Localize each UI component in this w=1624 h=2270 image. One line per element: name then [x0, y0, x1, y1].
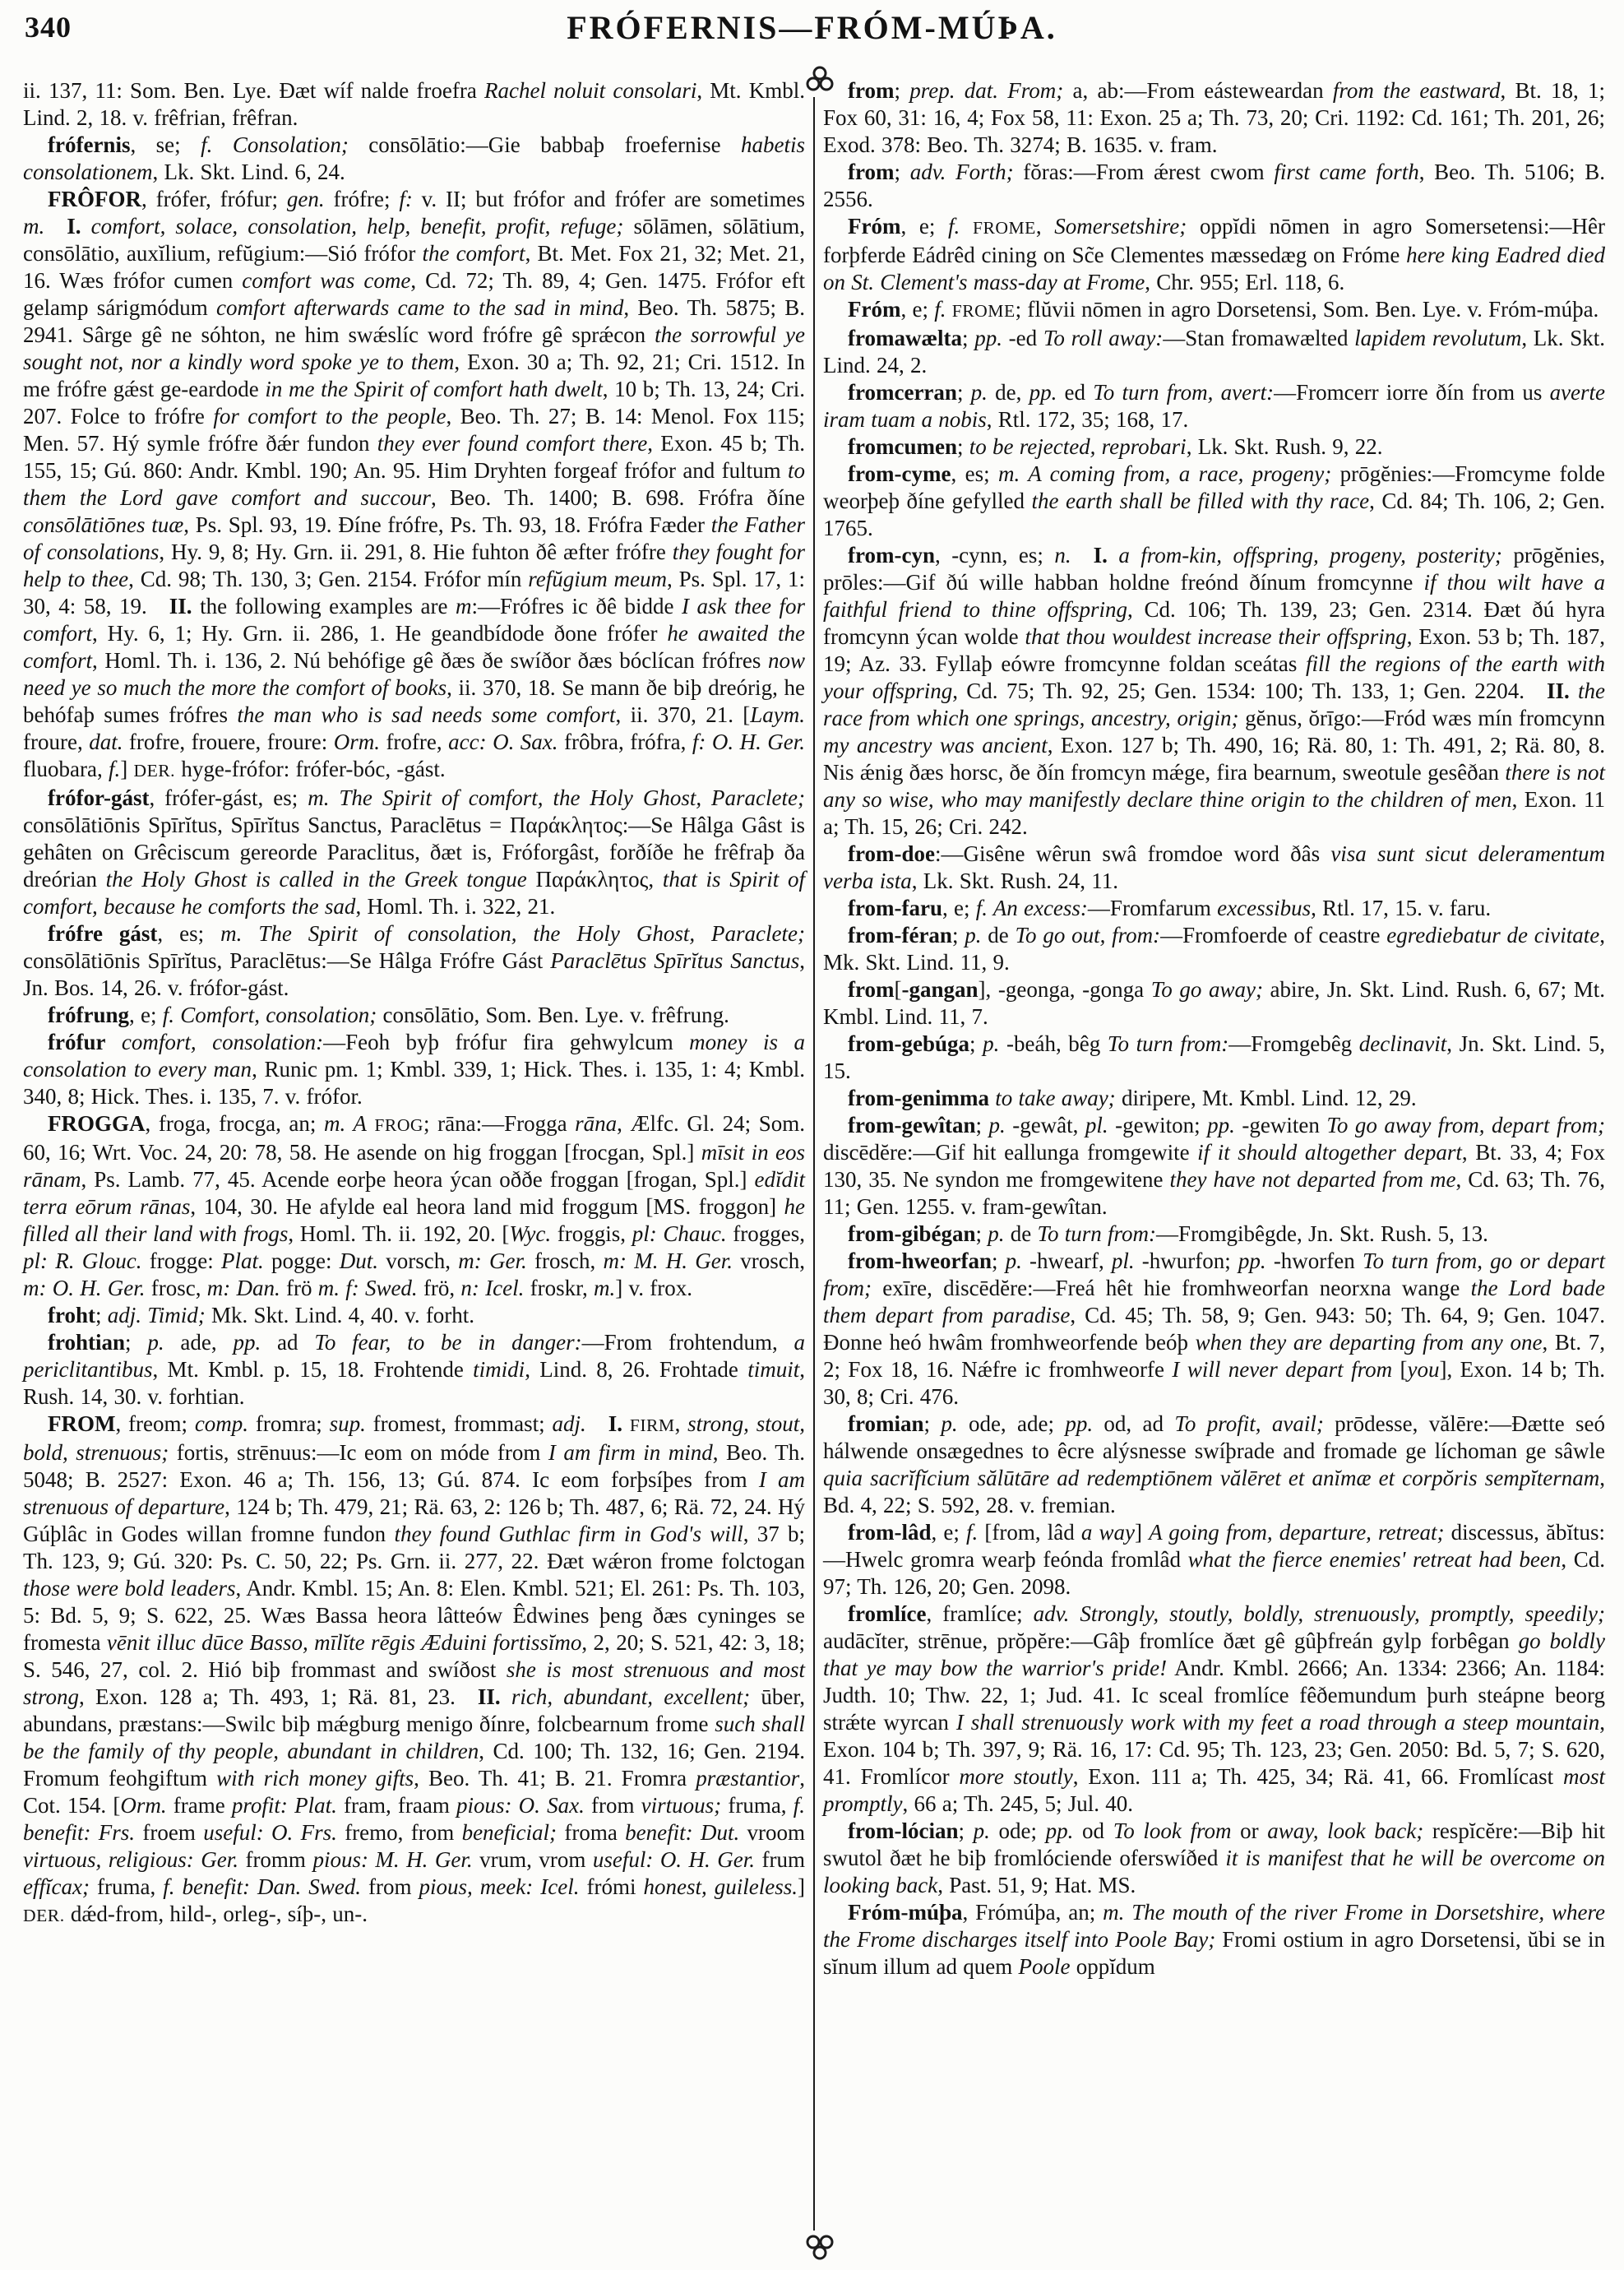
entry-paragraph: FROGGA, froga, frocga, an; m. A FROG; rāna:—Frogga rāna, Ælfc. Gl. 24; Som. 60, 16; Wrt. Voc. 24, 20: 78, 58. He asende on hig froggan [frocgan, Spl.] mīsit in eos rānam, Ps. Lamb. 77, 45. Acende eorþe heora ýcan oððe froggan [frogan, Spl.] edĭdit terra eōrum rānas, 104, 30. He afylde eal heora land mid froggum [MS. froggon] he filled all their land with frogs, Homl. Th. ii. 192, 20. [Wyc. froggis, pl: Chauc. frogges, pl: R. Glouc. frogge: Plat. pogge: Dut. vorsch, m: Ger. frosch, m: M. H. Ger. vrosch, m: O. H. Ger. frosc, m: Dan. frö m. f: Swed. frö, n: Icel. froskr, m.] v. frox.: [23, 1111, 806, 1300]
entry-paragraph: fromlíce, framlíce; adv. Strongly, stoutly, boldly, strenuously, promptly, speedily; audācĭter, strēnue, prŏpĕre:—Gâþ fromlíce ðæt gê gûþfreán gylp forbêgan go boldly that ye may bow the warrior's pride! Andr. Kmbl. 2666; An. 1334: 2366; An. 1184: Judth. 10; Thw. 22, 1; Jud. 41. Ic sceal fromlíce fêðemundum þurh steápne beorg strǽte wyrcan I shall strenuously work with my feet a road through a steep mountain, Exon. 104 b; Th. 397, 9; Rä. 16, 17: Cd. 95; Th. 123, 23; Gen. 2050: Bd. 5, 7; S. 620, 41. Fromlícor more stoutly, Exon. 111 a; Th. 425, 34; Rä. 41, 66. Fromlícast most promptly, 66 a; Th. 245, 5; Jul. 40.: [823, 1601, 1605, 1816]
entry-paragraph: frófernis, se; f. Consolation; consōlātio:—Gie babbaþ froefernise habetis consolationem, Lk. Skt. Lind. 6, 24.: [23, 132, 806, 184]
entry-paragraph: Fróm, e; f. FROME; flŭvii nōmen in agro Dorsetensi, Som. Ben. Lye. v. Fróm-múþa.: [848, 297, 1599, 322]
entry-paragraph: from[-gangan], -geonga, -gonga To go away; abire, Jn. Skt. Lind. Rush. 6, 67; Mt. Kmbl. Lind. 11, 7.: [823, 977, 1605, 1029]
entry-paragraph: fromcumen; to be rejected, reprobari, Lk. Skt. Rush. 9, 22.: [848, 434, 1383, 459]
entry-paragraph: frófre gást, es; m. The Spirit of consolation, the Holy Ghost, Paraclete; consōlātiōnis Spīrĭtus, Paraclētus:—Se Hâlga Frófre Gást Paraclētus Spīrĭtus Sanctus, Jn. Bos. 14, 26. v. frófor-gást.: [23, 921, 805, 1000]
entry-paragraph: frófor-gást, frófer-gást, es; m. The Spirit of comfort, the Holy Ghost, Paraclete; consōlātiōnis Spīrĭtus, Spīrĭtus Sanctus, Paraclētus = Παράκλητος:—Se Hâlga Gâst is gehâten on Grêciscum gereorde Paraclitus, ðæt is, Fróforgâst, forðíðe he frêfraþ ða dreórian the Holy Ghost is called in the Greek tongue Παράκλητος, that is Spirit of comfort, because he comforts the sad, Homl. Th. i. 322, 21.: [23, 785, 805, 919]
entry-paragraph: from-hweorfan; p. -hwearf, pl. -hwurfon; pp. -hworfen To turn from, go or depart from; exīre, discēdĕre:—Freá hêt hie fromhweorfan neorxna wange the Lord bade them depart from paradise, Cd. 45; Th. 58, 9; Gen. 943: 50; Th. 64, 9; Gen. 1047. Ðonne heó hwâm fromhweorfende beóþ when they are departing from any one, Bt. 7, 2; Fox 18, 16. Nǽfre ic fromhweorfe I will never depart from [you], Exon. 14 b; Th. 30, 8; Cri. 476.: [823, 1248, 1606, 1409]
entry-paragraph: from-cyn, -cynn, es; n. I. a from-kin, offspring, progeny, posterity; prōgĕnies, prōles:—Gif ðú wille habban holdne freónd ðínum fromcynne if thou wilt have a faithful friend to thine offspring, Cd. 106; Th. 139, 23; Gen. 2314. Ðæt ðú hyra fromcynn ýcan wolde that thou wouldest increase their offspring, Exon. 53 b; Th. 187, 19; Az. 33. Fyllaþ eówre fromcynne foldan sceátas fill the regions of the earth with your offspring, Cd. 75; Th. 92, 25; Gen. 1534: 100; Th. 133, 1; Gen. 2204. II. the race from which one springs, ancestry, origin; gĕnus, ŏrīgo:—Fród wæs mín fromcynn my ancestry was ancient, Exon. 127 b; Th. 490, 16; Rä. 80, 1: Th. 491, 2; Rä. 80, 8. Nis ǽnig ðæs horsc, ðe ðín fromcyn mǽge, fira bearnum, sweotule gesêðan there is not any so wise, who may manifestly declare thine origin to the children of men, Exon. 11 a; Th. 15, 26; Cri. 242.: [823, 543, 1606, 839]
entry-paragraph: fromian; p. ode, ade; pp. od, ad To profit, avail; prōdesse, vălēre:—Ðætte seó hálwende onsægednes to êcre alýsnesse swíþrade and fromade ge líchoman ge sâwle quia sacrĭfĭcium sălūtāre ad redemptiōnem vălēret et anĭmæ et corpŏris sempĭternam, Bd. 4, 22; S. 592, 28. v. fremian.: [823, 1411, 1606, 1517]
entry-paragraph: frófrung, e; f. Comfort, consolation; consōlātio, Som. Ben. Lye. v. frêfrung.: [48, 1003, 729, 1027]
entry-paragraph: fromawælta; pp. -ed To roll away:—Stan fromawælted lapidem revolutum, Lk. Skt. Lind. 24, 2.: [823, 326, 1605, 378]
entry-paragraph: from-genimma to take away; diripere, Mt. Kmbl. Lind. 12, 29.: [848, 1086, 1417, 1110]
entry-paragraph: frohtian; p. ade, pp. ad To fear, to be in danger:—From frohtendum, a periclitantibus, Mt. Kmbl. p. 15, 18. Frohtende timidi, Lind. 8, 26. Frohtade timuit, Rush. 14, 30. v. forhtian.: [23, 1330, 806, 1409]
entry-paragraph: from; prep. dat. From; a, ab:—From eásteweardan from the eastward, Bt. 18, 1; Fox 60, 31: 16, 4; Fox 58, 11: Exon. 25 a; Th. 73, 20; Cri. 1192: Cd. 161; Th. 201, 26; Exod. 378: Beo. Th. 3274; B. 1635. v. fram.: [823, 78, 1605, 157]
column-divider-rule: [813, 97, 815, 2231]
entry-paragraph: from-lâd, e; f. [from, lâd a way] A going from, departure, retreat; discessus, ăbĭtus:—Hwelc gromra wearþ feónda fromlâd what the fierce enemies' retreat had been, Cd. 97; Th. 126, 20; Gen. 2098.: [823, 1520, 1606, 1599]
entry-paragraph: from-doe:—Gisêne wêrun swâ fromdoe word ðâs visa sunt sicut deleramentum verba ista, Lk. Skt. Rush. 24, 11.: [823, 841, 1605, 893]
running-head-title: FRÓFERNIS—FRÓM-MÚÞA.: [567, 9, 1057, 46]
entry-paragraph: from-gewîtan; p. -gewât, pl. -gewiton; pp. -gewiten To go away from, depart from; discēdĕre:—Gif hit eallunga fromgewite if it should altogether depart, Bt. 33, 4; Fox 130, 35. Ne syndon me fromgewitene they have not departed from me, Cd. 63; Th. 76, 11; Gen. 1255. v. fram-gewîtan.: [823, 1113, 1606, 1219]
entry-paragraph: FROM, freom; comp. fromra; sup. fromest, frommast; adj. I. FIRM, strong, stout, bold, strenuous; fortis, strēnuus:—Ic eom on móde from I am firm in mind, Beo. Th. 5048; B. 2527: Exon. 46 a; Th. 156, 13; Gú. 874. Ic eom forþsíþes from I am strenuous of departure, 124 b; Th. 479, 21; Rä. 63, 2: 126 b; Th. 487, 6; Rä. 72, 24. Hý Gúþlâc in Godes willan fromne fundon they found Guthlac firm in God's will, 37 b; Th. 123, 9; Gú. 320: Ps. C. 50, 22; Ps. Grn. ii. 277, 22. Ðæt wǽron frome folctogan those were bold leaders, Andr. Kmbl. 15; An. 8: Elen. Kmbl. 521; El. 261: Ps. Th. 103, 5: Bd. 5, 9; S. 622, 25. Wæs Bassa heora lâtteów Êdwines þeng ðæs cyninges se fromesta vēnit illuc dūce Basso, mīlĭte rēgis Æduini fortissĭmo, 2, 20; S. 521, 42: 3, 18; S. 546, 27, col. 2. Hió biþ frommast and swíðost she is most strenuous and most strong, Exon. 128 a; Th. 493, 1; Rä. 81, 23. II. rich, abundant, excellent; ūber, abundans, præstans:—Swilc biþ mǽgburg menigo ðínre, folcbearnum frome such shall be the family of thy people, abundant in children, Cd. 100; Th. 132, 16; Gen. 2194. Fromum feohgiftum with rich money gifts, Beo. Th. 41; B. 21. Fromra præstantior, Cot. 154. [Orm. frame profit: Plat. fram, fraam pious: O. Sax. from virtuous; fruma, f. benefit: Frs. froem useful: O. Frs. fremo, from beneficial; froma benefit: Dut. vroom virtuous, religious: Ger. fromm pious: M. H. Ger. vrum, vrom useful: O. H. Ger. frum effĭcax; fruma, f. benefit: Dan. Swed. from pious, meek: Icel. frómi honest, guileless.] DER. dǽd-from, hild-, orleg-, síþ-, un-.: [23, 1411, 806, 1926]
entry-paragraph: from-gebúga; p. -beáh, bêg To turn from:—Fromgebêg declinavit, Jn. Skt. Lind. 5, 15.: [823, 1031, 1605, 1083]
left-column: [23, 77, 805, 1930]
entry-paragraph: ii. 137, 11: Som. Ben. Lye. Ðæt wíf nalde froefra Rachel noluit consolari, Mt. Kmbl. Lind. 2, 18. v. frêfrian, frêfran.: [23, 78, 805, 130]
page-number: 340: [25, 11, 72, 44]
right-column: [823, 77, 1605, 1980]
entry-paragraph: from-cyme, es; m. A coming from, a race, progeny; prōgĕnies:—Fromcyme folde weorþeþ ðíne gefylled the earth shall be filled with thy race, Cd. 84; Th. 106, 2; Gen. 1765.: [823, 461, 1606, 540]
entry-paragraph: Fróm, e; f. FROME, Somersetshire; oppĭdi nōmen in agro Somersetensi:—Hêr forþferde Eádrêd cining on Sc̃e Clementes mæssedæg on Fróme here king Eadred died on St. Clement's mass-day at Frome, Chr. 955; Erl. 118, 6.: [823, 214, 1606, 294]
entry-paragraph: from; adv. Forth; fŏras:—From ǽrest cwom first came forth, Beo. Th. 5106; B. 2556.: [823, 160, 1606, 211]
entry-paragraph: frófur comfort, consolation:—Feoh byþ frófur fira gehwylcum money is a consolation to every man, Runic pm. 1; Kmbl. 339, 1; Hick. Thes. i. 135, 1: 4; Kmbl. 340, 8; Hick. Thes. i. 135, 7. v. frófor.: [23, 1030, 805, 1109]
entry-paragraph: from-gibégan; p. de To turn from:—Fromgibêgde, Jn. Skt. Rush. 5, 13.: [848, 1221, 1488, 1246]
entry-paragraph: from-féran; p. de To go out, from:—Fromfoerde of ceastre egrediebatur de civitate, Mk. Skt. Lind. 11, 9.: [823, 923, 1605, 975]
entry-paragraph: FRÔFOR, frófer, frófur; gen. frófre; f: v. II; but frófor and frófer are sometimes m. I. comfort, solace, consolation, help, benefit, profit, refuge; sōlāmen, sōlātium, consōlātio, auxĭlium, refŭgium:—Sió frófor the comfort, Bt. Met. Fox 21, 32; Met. 21, 16. Wæs frófor cumen comfort was come, Cd. 72; Th. 89, 4; Gen. 1475. Frófor eft gelamp sárigmódum comfort afterwards came to the sad in mind, Beo. Th. 5875; B. 2941. Sârge gê ne sóhton, ne him swǽslíc word frófre gê sprǽcon the sorrowful ye sought not, nor a kindly word spoke ye to them, Exon. 30 a; Th. 92, 21; Cri. 1512. In me frófre gǽst ge-eardode in me the Spirit of comfort hath dwelt, 10 b; Th. 13, 24; Cri. 207. Folce to frófre for comfort to the people, Beo. Th. 27; B. 14: Menol. Fox 115; Men. 57. Hý symle frófre ðǽr fundon they ever found comfort there, Exon. 45 b; Th. 155, 15; Gú. 860: Andr. Kmbl. 190; An. 95. Him Dryhten forgeaf frófor and fultum to them the Lord gave comfort and succour, Beo. Th. 1400; B. 698. Frófra ðíne consōlātiōnes tuæ, Ps. Spl. 93, 19. Ðíne frófre, Ps. Th. 93, 18. Frófra Fæder the Father of consolations, Hy. 9, 8; Hy. Grn. ii. 291, 8. Hie fuhton ðê æfter frófre they fought for help to thee, Cd. 98; Th. 130, 3; Gen. 2154. Frófor mín refŭgium meum, Ps. Spl. 17, 1: 30, 4: 58, 19. II. the following examples are m:—Frófres ic ðê bidde I ask thee for comfort, Hy. 6, 1; Hy. Grn. ii. 286, 1. He geandbídode ðone frófer he awaited the comfort, Homl. Th. i. 136, 2. Nú behófige gê ðæs ðe swíðor ðæs bóclícan frófres now need ye so much the more the comfort of books, ii. 370, 18. Se mann ðe biþ dreórig, he behófaþ sumes frófres the man who is sad needs some comfort, ii. 370, 21. [Laym. froure, dat. frofre, frouere, froure: Orm. frofre, acc: O. Sax. frôbra, frófra, f: O. H. Ger. fluobara, f.] DER. hyge-frófor: frófer-bóc, -gást.: [23, 187, 806, 781]
entry-paragraph: from-faru, e; f. An excess:—Fromfarum excessibus, Rtl. 17, 15. v. faru.: [848, 896, 1492, 920]
trefoil-printer-mark-bottom-icon: [803, 2231, 837, 2263]
entry-paragraph: from-lócian; p. ode; pp. od To look from or away, look back; respĭcĕre:—Biþ hit swutol ðæt he biþ fromlóciende oferswíðed it is manifest that he will be overcome on looking back, Past. 51, 9; Hat. MS.: [823, 1818, 1605, 1897]
entry-paragraph: Fróm-múþa, Frómúþa, an; m. The mouth of the river Frome in Dorsetshire, where the Frome discharges itself into Poole Bay; Fromi ostium in agro Dorsetensi, ŭbi se in sĭnum illum ad quem Poole oppĭdum: [823, 1900, 1606, 1979]
entry-paragraph: froht; adj. Timid; Mk. Skt. Lind. 4, 40. v. forht.: [48, 1303, 475, 1327]
entry-paragraph: fromcerran; p. de, pp. ed To turn from, avert:—Fromcerr iorre ðín from us averte iram tuam a nobis, Rtl. 172, 35; 168, 17.: [823, 380, 1606, 432]
